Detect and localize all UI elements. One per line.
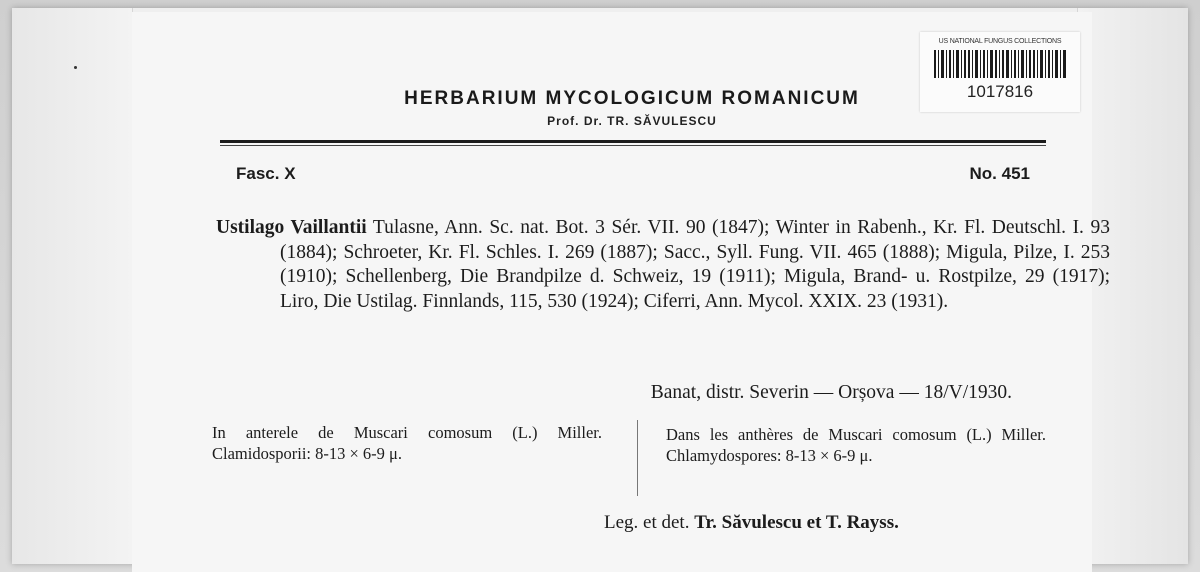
barcode-sticker [920,32,1080,112]
header-rule-thin [220,145,1046,146]
barcode-icon [934,50,1066,78]
dust-speck [74,66,77,69]
collection-locality: Banat, distr. Severin — Orșova — 18/V/1930. [650,382,1012,403]
column-divider [637,420,638,496]
legend-prefix: Leg. et det. [604,512,695,533]
collector-line [604,512,899,534]
species-name: Ustilago Vaillantii [216,217,367,238]
barcode-caption: US NATIONAL FUNGUS COLLECTIONS [938,38,1062,45]
collector-names: Tr. Săvulescu et T. Rayss. [694,512,899,533]
envelope-left-flap [12,8,133,564]
barcode-number: 1017816 [966,82,1034,101]
header-rule [220,140,1046,143]
fascicle-label: Fasc. X [236,164,296,183]
taxonomic-citation [216,216,1110,314]
herbarium-title: HERBARIUM MYCOLOGICUM ROMANICUM [404,88,860,109]
description-romanian: In anterele de Muscari comosum (L.) Miller. Clamidosporii: 8-13 × 6-9 μ. [212,423,602,463]
herbarium-envelope [12,8,1188,564]
citation-text: Tulasne, Ann. Sc. nat. Bot. 3 Sér. VII. 90 (1847); Winter in Rabenh., Kr. Fl. Deutschl. I. 93 (1884); Schroeter, Kr. Fl. Schles. I. 269 (1887); Sacc., Syll. Fung. VII. 465 (1888); Migula, Pilze, I. 253 (1910); Schellenberg, Die Brandpilze d. Schweiz, 19 (1911); Migula, Brand- u. Rostpilze, 29 (1917); Liro, Die Ustilag. Finnlands, 115, 530 (1924); Ciferri, Ann. Mycol. XXIX. 23 (1931). [280,217,1110,312]
specimen-number: No. 451 [969,164,1030,183]
herbarium-director: Prof. Dr. TR. SĂVULESCU [547,114,717,128]
description-french: Dans les anthères de Muscari comosum (L.) Miller. Chlamydospores: 8-13 × 6-9 μ. [666,425,1046,465]
